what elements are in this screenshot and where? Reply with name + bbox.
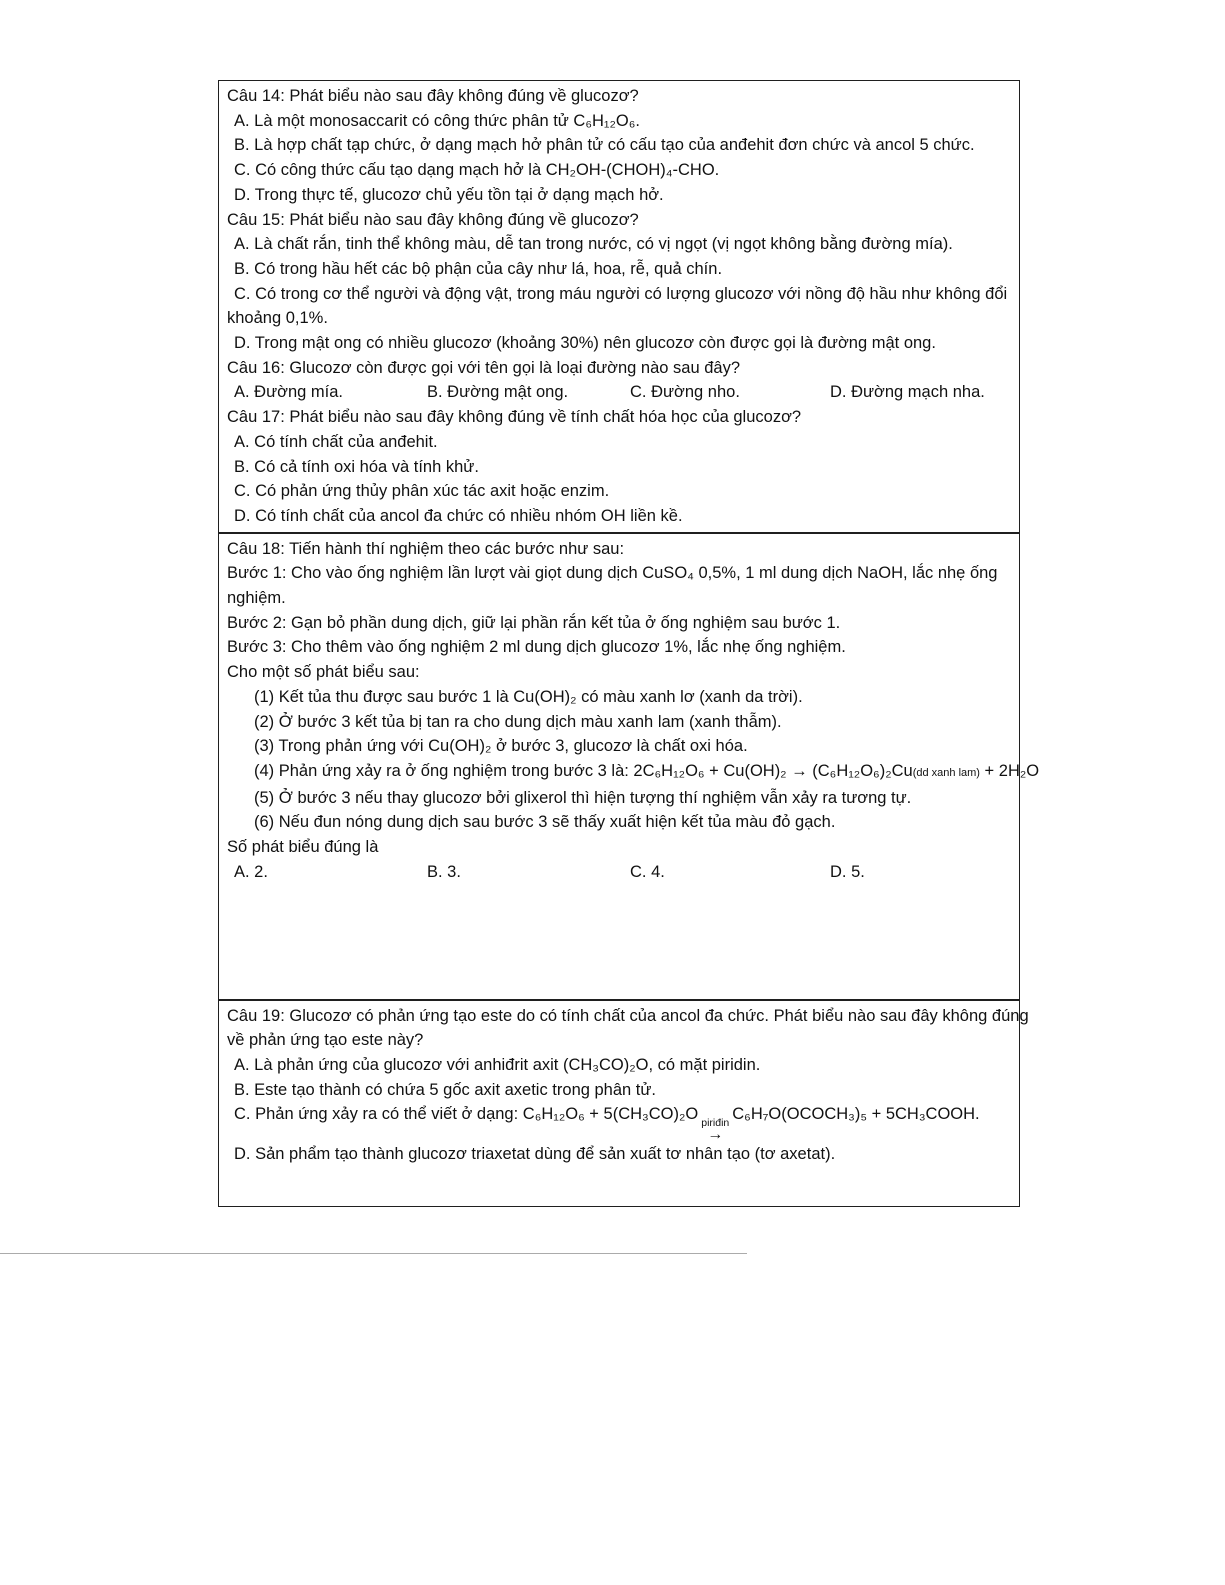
text-line: A. Có tính chất của anđehit.: [234, 432, 438, 451]
inline-note: (dd xanh lam): [912, 766, 980, 779]
answer-options-row: [227, 380, 1019, 405]
text-line: C. Có phản ứng thủy phân xúc tác axit hoặc enzim.: [234, 482, 610, 501]
text-line: khoảng 0,1%.: [227, 309, 328, 328]
answer-option: D. Đường mạch nha.: [830, 383, 985, 402]
text-line: A. Là phản ứng của glucozơ với anhiđrit axit (CH₃CO)₂O, có mặt piridin.: [234, 1056, 761, 1075]
text-line: (1) Kết tủa thu được sau bước 1 là Cu(OH)₂ có màu xanh lơ (xanh da trời).: [254, 687, 803, 706]
answer-option: A. Đường mía.: [234, 383, 343, 402]
text-line: [227, 1102, 1019, 1142]
text-line: D. Trong mật ong có nhiều glucozơ (khoảng 30%) nên glucozơ còn được gọi là đường mật ong.: [234, 334, 936, 353]
answer-option: B. Đường mật ong.: [427, 383, 569, 402]
text-line: D. Sản phẩm tạo thành glucozơ triaxetat dùng để sản xuất tơ nhân tạo (tơ axetat).: [234, 1145, 836, 1164]
text-line: (6) Nếu đun nóng dung dịch sau bước 3 sẽ thấy xuất hiện kết tủa màu đỏ gạch.: [254, 813, 836, 832]
text-line: (5) Ở bước 3 nếu thay glucozơ bởi glixerol thì hiện tượng thí nghiệm vẫn xảy ra tương tự.: [254, 788, 912, 807]
text-segment: + 2H₂O: [979, 761, 1040, 780]
text-line: Câu 14: Phát biểu nào sau đây không đúng về glucozơ?: [227, 87, 639, 105]
text-line: Bước 2: Gạn bỏ phần dung dịch, giữ lại phần rắn kết tủa ở ống nghiệm sau bước 1.: [227, 613, 841, 632]
text-line: A. Là chất rắn, tinh thể không màu, dễ tan trong nước, có vị ngọt (vị ngọt không bằng đường mía).: [234, 235, 953, 254]
text-line: Bước 1: Cho vào ống nghiệm lần lượt vài giọt dung dịch CuSO₄ 0,5%, 1 ml dung dịch NaOH, lắc nhẹ ống: [227, 564, 998, 583]
text-line: D. Trong thực tế, glucozơ chủ yếu tồn tại ở dạng mạch hở.: [234, 185, 664, 204]
text-line: về phản ứng tạo este này?: [227, 1031, 424, 1050]
exam-document: [218, 80, 1225, 1207]
text-line: (2) Ở bước 3 kết tủa bị tan ra cho dung dịch màu xanh lam (xanh thẫm).: [254, 712, 782, 731]
question-box-18: [218, 532, 1040, 1000]
text-line: Cho một số phát biểu sau:: [227, 663, 420, 682]
page-divider: [0, 1253, 747, 1254]
text-line: (3) Trong phản ứng với Cu(OH)₂ ở bước 3, glucozơ là chất oxi hóa.: [254, 737, 748, 756]
text-line: B. Có trong hầu hết các bộ phận của cây như lá, hoa, rễ, quả chín.: [234, 259, 723, 278]
text-line: Câu 18: Tiến hành thí nghiệm theo các bước như sau:: [227, 539, 625, 558]
answer-option: B. 3.: [427, 862, 461, 881]
text-line: Câu 17: Phát biểu nào sau đây không đúng về tính chất hóa học của glucozơ?: [227, 408, 802, 427]
text-line: C. Có trong cơ thể người và động vật, trong máu người có lượng glucozơ với nồng độ hầu như không đổi: [234, 284, 1008, 303]
text-line: C. Có công thức cấu tạo dạng mạch hở là CH₂OH-(CHOH)₄-CHO.: [234, 161, 720, 180]
answer-options-row: [227, 860, 1019, 885]
reaction-arrow: [701, 1118, 729, 1142]
text-line: B. Este tạo thành có chứa 5 gốc axit axetic trong phân tử.: [234, 1080, 657, 1099]
text-line: B. Có cả tính oxi hóa và tính khử.: [234, 457, 479, 476]
text-line: Câu 19: Glucozơ có phản ứng tạo este do có tính chất của ancol đa chức. Phát biểu nào sau đây không đúng: [227, 1006, 1029, 1025]
text-line: A. Là một monosaccarit có công thức phân tử C₆H₁₂O₆.: [234, 111, 640, 130]
text-line: Câu 15: Phát biểu nào sau đây không đúng về glucozơ?: [227, 210, 639, 229]
question-box-14-17: [218, 80, 1020, 533]
text-segment: (4) Phản ứng xảy ra ở ống nghiệm trong bước 3 là: 2C₆H₁₂O₆ + Cu(OH)₂ → (C₆H₁₂O₆)₂Cu: [254, 761, 913, 780]
answer-option: C. 4.: [630, 862, 665, 881]
text-line: Số phát biểu đúng là: [227, 838, 379, 857]
text-line: D. Có tính chất của ancol đa chức có nhiều nhóm OH liền kề.: [234, 506, 683, 525]
answer-option: D. 5.: [830, 862, 865, 881]
question-box-19: [218, 999, 1029, 1207]
text-line: nghiệm.: [227, 589, 286, 608]
answer-option: A. 2.: [234, 862, 268, 881]
catalyst-label: piriđin: [701, 1117, 730, 1130]
text-line: Câu 16: Glucozơ còn được gọi với tên gọi là loại đường nào sau đây?: [227, 358, 740, 377]
text-segment: C₆H₇O(OCOCH₃)₅ + 5CH₃COOH.: [732, 1105, 980, 1124]
text-line: B. Là hợp chất tạp chức, ở dạng mạch hở phân tử có cấu tạo của anđehit đơn chức và ancol 5 chức.: [234, 136, 975, 155]
text-segment: C. Phản ứng xảy ra có thể viết ở dạng: C₆H₁₂O₆ + 5(CH₃CO)₂O: [234, 1105, 699, 1124]
text-line: Bước 3: Cho thêm vào ống nghiệm 2 ml dung dịch glucozơ 1%, lắc nhẹ ống nghiệm.: [227, 638, 846, 657]
answer-option: C. Đường nho.: [630, 383, 740, 402]
arrow-icon: →: [707, 1126, 724, 1144]
text-line: [227, 759, 1040, 786]
